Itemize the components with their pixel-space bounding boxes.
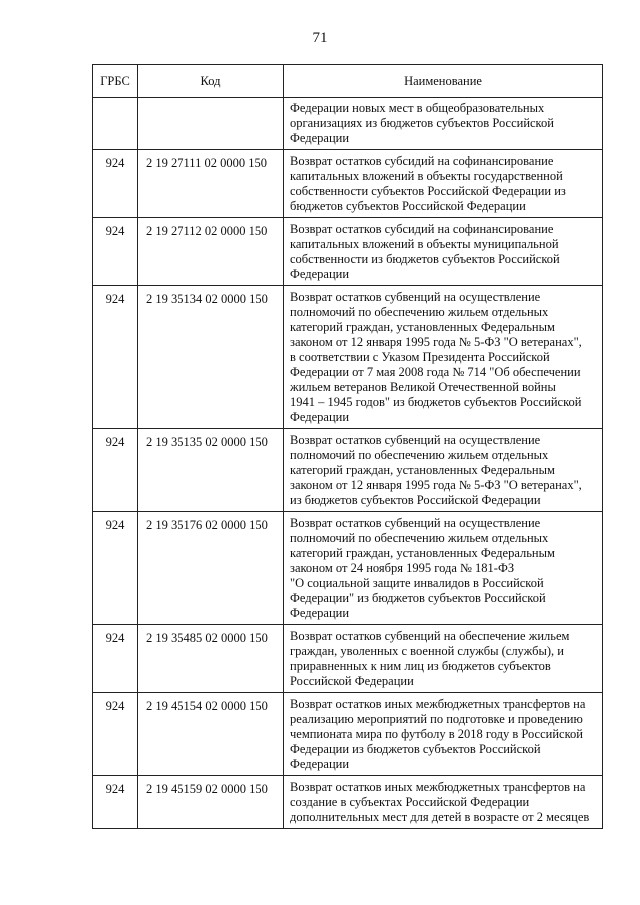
name-line: Федерации xyxy=(290,606,350,620)
name-line: капитальных вложений в объекты муниципальной xyxy=(290,237,559,251)
table-row xyxy=(93,429,603,512)
name-cell xyxy=(284,218,603,286)
header-name: Наименование xyxy=(284,65,603,98)
name-line: 1941 – 1945 годов" из бюджетов субъектов Российской xyxy=(290,395,582,409)
name-line: Возврат остатков субвенций на осуществление xyxy=(290,433,541,447)
code-cell: 2 19 27112 02 0000 150 xyxy=(138,218,284,286)
name-line: из бюджетов субъектов Российской Федерации xyxy=(290,493,541,507)
name-line: законом от 12 января 1995 года № 5-ФЗ "О ветеранах", xyxy=(290,478,582,492)
name-line: Федерации xyxy=(290,267,350,281)
name-line: создание в субъектах Российской Федерации xyxy=(290,795,530,809)
page-number: 71 xyxy=(312,30,328,46)
code-cell: 2 19 35176 02 0000 150 xyxy=(138,512,284,625)
name-line: Федерации от 7 мая 2008 года № 714 "Об обеспечении xyxy=(290,365,581,379)
table-row xyxy=(93,693,603,776)
code-cell: 2 19 35135 02 0000 150 xyxy=(138,429,284,512)
table-row xyxy=(93,150,603,218)
name-line: "О социальной защите инвалидов в Российской xyxy=(290,576,544,590)
name-line: Возврат остатков иных межбюджетных трансфертов на xyxy=(290,780,586,794)
grbs-cell: 924 xyxy=(93,625,138,693)
code-cell xyxy=(138,98,284,150)
name-cell xyxy=(284,286,603,429)
grbs-cell: 924 xyxy=(93,150,138,218)
name-line: Федерации xyxy=(290,757,350,771)
table-body xyxy=(93,98,603,829)
name-cell xyxy=(284,776,603,829)
grbs-cell xyxy=(93,98,138,150)
name-line: реализацию мероприятий по подготовке и проведению xyxy=(290,712,583,726)
name-cell xyxy=(284,150,603,218)
name-line: Возврат остатков субсидий на софинансирование xyxy=(290,222,554,236)
table-header-row xyxy=(93,65,603,98)
name-line: организациях из бюджетов субъектов Российской xyxy=(290,116,554,130)
header-code: Код xyxy=(138,65,284,98)
name-line: приравненных к ним лиц из бюджетов субъектов xyxy=(290,659,551,673)
code-cell: 2 19 35134 02 0000 150 xyxy=(138,286,284,429)
name-line: Возврат остатков субвенций на осуществление xyxy=(290,516,541,530)
code-cell: 2 19 45154 02 0000 150 xyxy=(138,693,284,776)
table-row xyxy=(93,98,603,150)
name-line: Федерации" из бюджетов субъектов Российской xyxy=(290,591,546,605)
code-cell: 2 19 45159 02 0000 150 xyxy=(138,776,284,829)
name-cell xyxy=(284,429,603,512)
name-line: Возврат остатков субвенций на обеспечение жильем xyxy=(290,629,570,643)
grbs-cell: 924 xyxy=(93,286,138,429)
grbs-cell: 924 xyxy=(93,776,138,829)
grbs-cell: 924 xyxy=(93,693,138,776)
name-line: Федерации xyxy=(290,410,350,424)
name-line: собственности из бюджетов субъектов Российской xyxy=(290,252,560,266)
name-line: Возврат остатков субсидий на софинансирование xyxy=(290,154,554,168)
budget-codes-table xyxy=(92,64,603,829)
name-line: законом от 12 января 1995 года № 5-ФЗ "О ветеранах", xyxy=(290,335,582,349)
name-cell xyxy=(284,98,603,150)
name-line: Федерации новых мест в общеобразовательных xyxy=(290,101,545,115)
name-line: дополнительных мест для детей в возрасте от 2 месяцев xyxy=(290,810,590,824)
name-cell xyxy=(284,625,603,693)
name-line: категорий граждан, установленных Федеральным xyxy=(290,320,555,334)
name-line: капитальных вложений в объекты государственной xyxy=(290,169,563,183)
name-line: бюджетов субъектов Российской Федерации xyxy=(290,199,526,213)
table-row xyxy=(93,512,603,625)
name-line: Федерации из бюджетов субъектов Российской xyxy=(290,742,541,756)
name-line: категорий граждан, установленных Федеральным xyxy=(290,463,555,477)
name-line: полномочий по обеспечению жильем отдельных xyxy=(290,448,549,462)
name-line: Возврат остатков иных межбюджетных трансфертов на xyxy=(290,697,586,711)
header-grbs: ГРБС xyxy=(93,65,138,98)
table-row xyxy=(93,286,603,429)
name-line: категорий граждан, установленных Федеральным xyxy=(290,546,555,560)
name-line: в соответствии с Указом Президента Российской xyxy=(290,350,550,364)
code-cell: 2 19 35485 02 0000 150 xyxy=(138,625,284,693)
table-row xyxy=(93,776,603,829)
name-line: граждан, уволенных с военной службы (службы), и xyxy=(290,644,564,658)
name-line: законом от 24 ноября 1995 года № 181-ФЗ xyxy=(290,561,515,575)
name-line: Возврат остатков субвенций на осуществление xyxy=(290,290,541,304)
name-line: жильем ветеранов Великой Отечественной войны xyxy=(290,380,556,394)
name-line: собственности субъектов Российской Федерации из xyxy=(290,184,566,198)
grbs-cell: 924 xyxy=(93,512,138,625)
grbs-cell: 924 xyxy=(93,429,138,512)
name-cell xyxy=(284,512,603,625)
name-line: полномочий по обеспечению жильем отдельных xyxy=(290,531,549,545)
grbs-cell: 924 xyxy=(93,218,138,286)
name-line: Российской Федерации xyxy=(290,674,414,688)
name-line: полномочий по обеспечению жильем отдельных xyxy=(290,305,549,319)
name-line: Федерации xyxy=(290,131,350,145)
name-line: чемпионата мира по футболу в 2018 году в Российской xyxy=(290,727,583,741)
table-row xyxy=(93,625,603,693)
table-row xyxy=(93,218,603,286)
code-cell: 2 19 27111 02 0000 150 xyxy=(138,150,284,218)
name-cell xyxy=(284,693,603,776)
